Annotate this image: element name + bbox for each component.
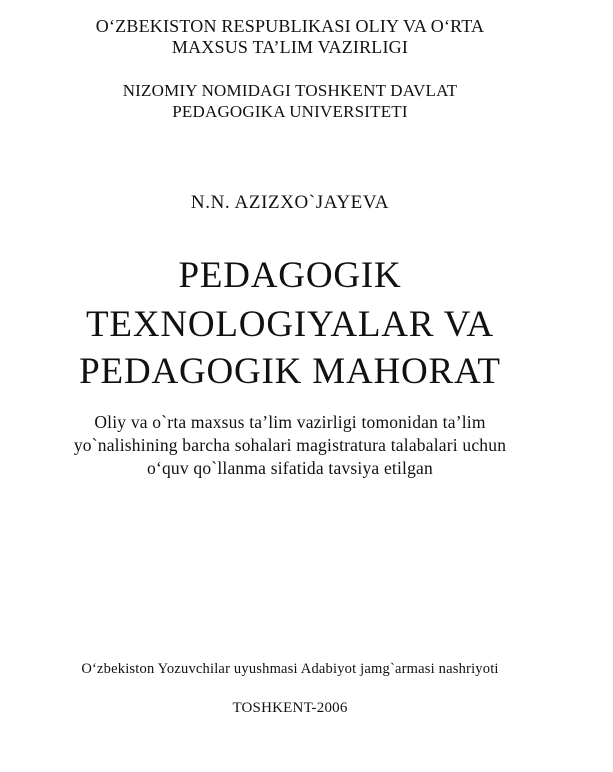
publisher-line: O‘zbekiston Yozuvchilar uyushmasi Adabiyot jamg`armasi nashriyoti: [81, 661, 499, 677]
ministry-line-1: O‘ZBEKISTON RESPUBLIKASI OLIY VA O‘RTA: [95, 16, 485, 36]
city-year: TOSHKENT-2006: [232, 700, 348, 716]
book-title-line-1: PEDAGOGIK: [178, 255, 402, 296]
description-line-3: o‘quv qo`llanma sifatida tavsiya etilgan: [147, 458, 433, 478]
book-title-line-2: TEXNOLOGIYALAR VA: [86, 304, 494, 345]
description-line-1: Oliy va o`rta maxsus ta’lim vazirligi tomonidan ta’lim: [94, 412, 486, 432]
ministry-line-2: MAXSUS TA’LIM VAZIRLIGI: [171, 37, 409, 57]
description-line-2: yo`nalishining barcha sohalari magistratura talabalari uchun: [73, 435, 507, 455]
university-line-2: PEDAGOGIKA UNIVERSITETI: [172, 102, 408, 121]
book-title-line-3: PEDAGOGIK MAHORAT: [79, 351, 501, 392]
university-line-1: NIZOMIY NOMIDAGI TOSHKENT DAVLAT: [122, 81, 458, 100]
author-name: N.N. AZIZXO`JAYEVA: [190, 192, 390, 213]
